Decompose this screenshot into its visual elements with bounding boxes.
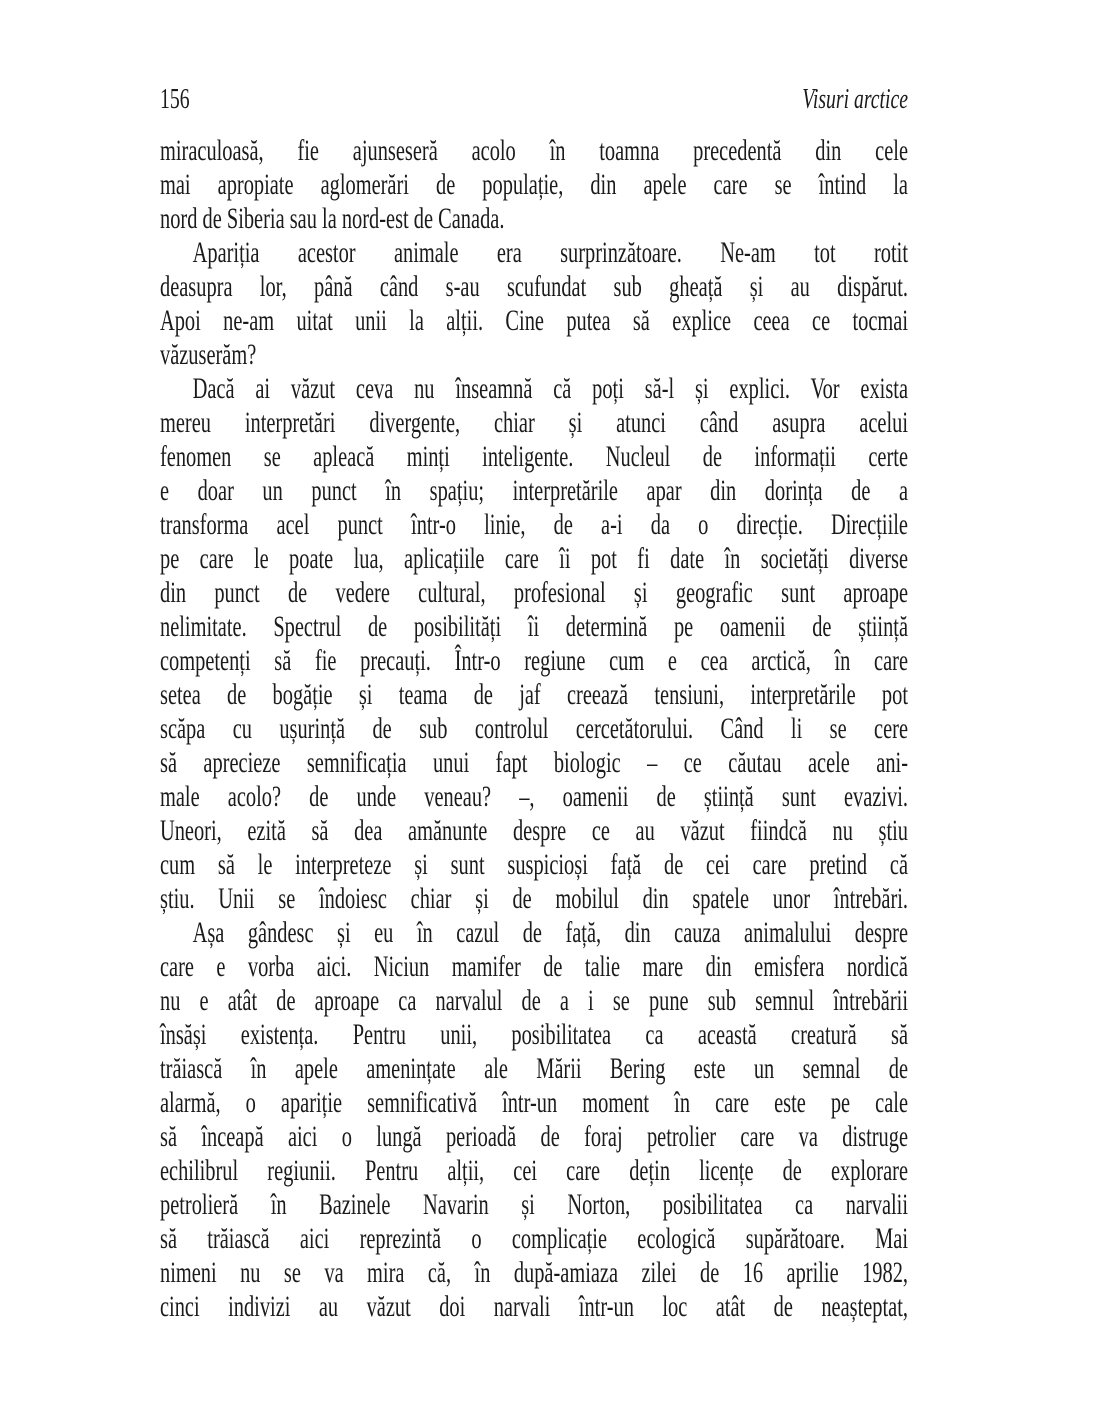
page-number: 156 [160, 83, 190, 115]
text-line: nord de Siberia sau la nord-est de Canada. [160, 202, 505, 235]
text-line: fenomen se apleacă minți inteligente. Nucleul de informații certe [160, 440, 908, 473]
text-line: văzuserăm? [160, 338, 257, 371]
text-line: pe care le poate lua, aplicațiile care îi pot fi date în societăți diverse [160, 542, 908, 575]
text-line: mai apropiate aglomerări de populație, din apele care se întind la [160, 168, 908, 201]
text-line: Dacă ai văzut ceva nu înseamnă că poți să-l și explici. Vor exista [192, 372, 908, 405]
text-line: transforma acel punct într-o linie, de a-i da o direcție. Direcțiile [160, 508, 908, 541]
paragraph [160, 372, 908, 916]
text-line: e doar un punct în spațiu; interpretările apar din dorința de a [160, 474, 908, 507]
text-line: care e vorba aici. Niciun mamifer de talie mare din emisfera nordică [160, 950, 908, 983]
text-line: să trăiască aici reprezintă o complicație ecologică supărătoare. Mai [160, 1222, 908, 1255]
paragraph [160, 134, 908, 236]
text-line: deasupra lor, până când s-au scufundat sub gheață și au dispărut. [160, 270, 908, 303]
text-line: cinci indivizi au văzut doi narvali într-un loc atât de neașteptat, [160, 1290, 908, 1323]
text-line: echilibrul regiunii. Pentru alții, cei care dețin licențe de explorare [160, 1154, 908, 1187]
text-line: trăiască în apele amenințate ale Mării Bering este un semnal de [160, 1052, 908, 1085]
text-line: petrolieră în Bazinele Navarin și Norton, posibilitatea ca narvalii [160, 1188, 908, 1221]
paragraph [160, 916, 908, 1324]
text-line: setea de bogăție și teama de jaf creează tensiuni, interpretările pot [160, 678, 908, 711]
running-title: Visuri arctice [802, 83, 908, 115]
text-line: însăși existența. Pentru unii, posibilitatea ca această creatură să [160, 1018, 908, 1051]
text-line: nimeni nu se va mira că, în după-amiaza zilei de 16 aprilie 1982, [160, 1256, 908, 1289]
text-line: Așa gândesc și eu în cazul de față, din cauza animalului despre [192, 916, 908, 949]
text-line: nelimitate. Spectrul de posibilități îi determină pe oamenii de știință [160, 610, 908, 643]
text-line: Apariția acestor animale era surprinzătoare. Ne-am tot rotit [192, 236, 908, 269]
text-line: miraculoasă, fie ajunseseră acolo în toamna precedentă din cele [160, 134, 908, 167]
text-line: Apoi ne-am uitat unii la alții. Cine putea să explice ceea ce tocmai [160, 304, 908, 337]
page-header [160, 82, 908, 116]
paragraph [160, 236, 908, 372]
text-line: să înceapă aici o lungă perioadă de foraj petrolier care va distruge [160, 1120, 908, 1153]
text-line: să aprecieze semnificația unui fapt biologic – ce căutau acele ani- [160, 746, 908, 779]
text-line: nu e atât de aproape ca narvalul de a i se pune sub semnul întrebării [160, 984, 908, 1017]
text-line: cum să le interpreteze și sunt suspicioși față de cei care pretind că [160, 848, 908, 881]
page-body [160, 134, 908, 1324]
text-line: știu. Unii se îndoiesc chiar și de mobilul din spatele unor întrebări. [160, 882, 908, 915]
text-line: male acolo? de unde veneau? –, oamenii de știință sunt evazivi. [160, 780, 908, 813]
text-line: scăpa cu ușurință de sub controlul cercetătorului. Când li se cere [160, 712, 908, 745]
text-line: din punct de vedere cultural, profesional și geografic sunt aproape [160, 576, 908, 609]
text-line: competenți să fie precauți. Într-o regiune cum e cea arctică, în care [160, 644, 908, 677]
text-line: Uneori, ezită să dea amănunte despre ce au văzut fiindcă nu știu [160, 814, 908, 847]
text-line: alarmă, o apariție semnificativă într-un moment în care este pe cale [160, 1086, 908, 1119]
text-line: mereu interpretări divergente, chiar și atunci când asupra acelui [160, 406, 908, 439]
text-block [160, 82, 908, 1324]
